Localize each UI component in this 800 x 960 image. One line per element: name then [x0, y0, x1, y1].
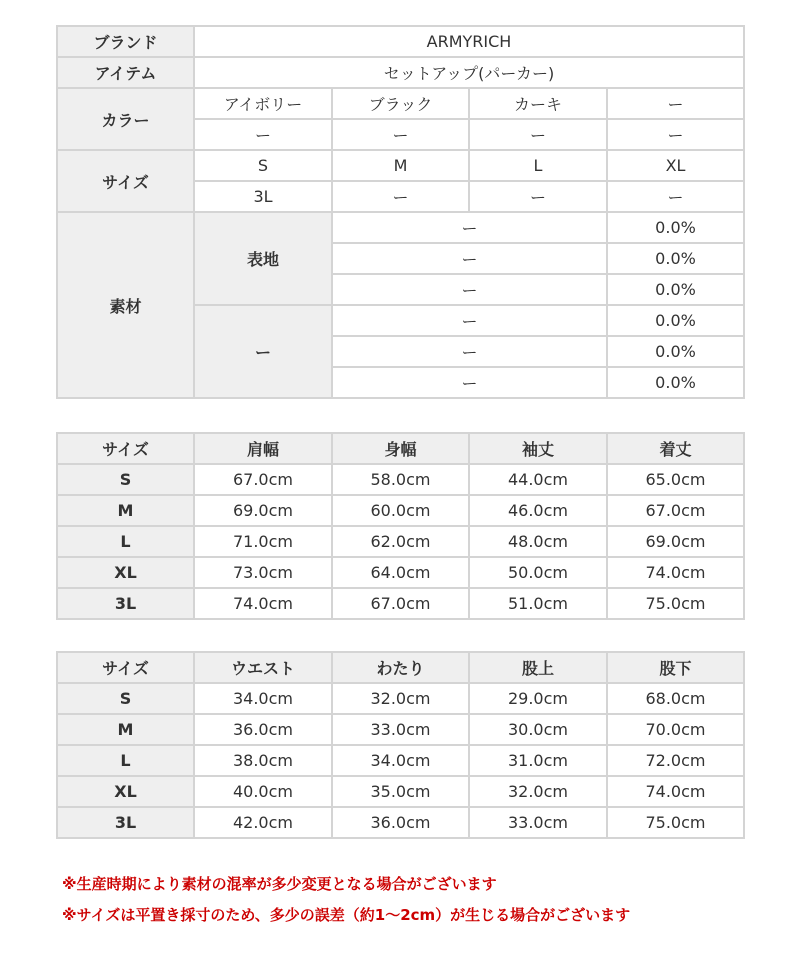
- size-value: ー: [332, 181, 469, 212]
- brand-value: ARMYRICH: [194, 26, 744, 57]
- size-value: XL: [607, 150, 744, 181]
- size-value: ー: [469, 181, 607, 212]
- column-header: サイズ: [57, 652, 194, 683]
- size-value: ー: [607, 181, 744, 212]
- measure-cell: 72.0cm: [607, 745, 744, 776]
- item-row: [57, 57, 744, 88]
- item-label: アイテム: [57, 57, 194, 88]
- color-value: ー: [469, 119, 607, 150]
- table-header-row: [57, 433, 744, 464]
- column-header: 身幅: [332, 433, 469, 464]
- column-header: わたり: [332, 652, 469, 683]
- measure-cell: 75.0cm: [607, 807, 744, 838]
- brand-label: ブランド: [57, 26, 194, 57]
- size-cell: S: [57, 464, 194, 495]
- size-cell: 3L: [57, 588, 194, 619]
- color-label: カラー: [57, 88, 194, 150]
- measure-cell: 33.0cm: [469, 807, 607, 838]
- material-percent: 0.0%: [607, 243, 744, 274]
- material-percent: 0.0%: [607, 367, 744, 398]
- measure-cell: 34.0cm: [332, 745, 469, 776]
- size-cell: L: [57, 526, 194, 557]
- size-cell: XL: [57, 557, 194, 588]
- table-row: [57, 495, 744, 526]
- table-row: [57, 683, 744, 714]
- material-group-label: 表地: [194, 212, 332, 305]
- color-row: [57, 88, 744, 119]
- measure-cell: 60.0cm: [332, 495, 469, 526]
- size-cell: M: [57, 495, 194, 526]
- measure-cell: 67.0cm: [607, 495, 744, 526]
- table-row: [57, 714, 744, 745]
- size-value: M: [332, 150, 469, 181]
- measure-cell: 38.0cm: [194, 745, 332, 776]
- color-value: ー: [607, 88, 744, 119]
- measure-cell: 36.0cm: [194, 714, 332, 745]
- brand-row: [57, 26, 744, 57]
- measure-cell: 74.0cm: [194, 588, 332, 619]
- color-value: カーキ: [469, 88, 607, 119]
- measure-cell: 32.0cm: [332, 683, 469, 714]
- measure-cell: 44.0cm: [469, 464, 607, 495]
- measure-cell: 34.0cm: [194, 683, 332, 714]
- measure-cell: 48.0cm: [469, 526, 607, 557]
- measure-cell: 40.0cm: [194, 776, 332, 807]
- size-value: S: [194, 150, 332, 181]
- material-label: 素材: [57, 212, 194, 398]
- measure-cell: 36.0cm: [332, 807, 469, 838]
- measure-cell: 67.0cm: [332, 588, 469, 619]
- table-row: [57, 557, 744, 588]
- measure-cell: 35.0cm: [332, 776, 469, 807]
- material-name: ー: [332, 305, 607, 336]
- size-cell: L: [57, 745, 194, 776]
- measure-cell: 29.0cm: [469, 683, 607, 714]
- material-percent: 0.0%: [607, 305, 744, 336]
- measure-cell: 46.0cm: [469, 495, 607, 526]
- size-value: 3L: [194, 181, 332, 212]
- table-row: [57, 776, 744, 807]
- measure-cell: 65.0cm: [607, 464, 744, 495]
- measure-cell: 70.0cm: [607, 714, 744, 745]
- color-value: ー: [332, 119, 469, 150]
- material-percent: 0.0%: [607, 212, 744, 243]
- column-header: ウエスト: [194, 652, 332, 683]
- column-header: 袖丈: [469, 433, 607, 464]
- measure-cell: 30.0cm: [469, 714, 607, 745]
- table-header-row: [57, 652, 744, 683]
- table-row: [57, 745, 744, 776]
- color-value: ー: [607, 119, 744, 150]
- column-header: 股下: [607, 652, 744, 683]
- size-cell: M: [57, 714, 194, 745]
- measure-cell: 42.0cm: [194, 807, 332, 838]
- material-percent: 0.0%: [607, 274, 744, 305]
- measure-cell: 73.0cm: [194, 557, 332, 588]
- size-cell: S: [57, 683, 194, 714]
- material-row: [57, 212, 744, 243]
- column-header: サイズ: [57, 433, 194, 464]
- material-name: ー: [332, 274, 607, 305]
- material-name: ー: [332, 367, 607, 398]
- material-name: ー: [332, 243, 607, 274]
- bottom-size-table: [56, 651, 745, 839]
- measure-cell: 74.0cm: [607, 557, 744, 588]
- measure-cell: 75.0cm: [607, 588, 744, 619]
- measure-cell: 68.0cm: [607, 683, 744, 714]
- color-value: ー: [194, 119, 332, 150]
- measure-cell: 51.0cm: [469, 588, 607, 619]
- size-label: サイズ: [57, 150, 194, 212]
- measure-cell: 50.0cm: [469, 557, 607, 588]
- size-cell: 3L: [57, 807, 194, 838]
- measure-cell: 62.0cm: [332, 526, 469, 557]
- measure-cell: 32.0cm: [469, 776, 607, 807]
- size-cell: XL: [57, 776, 194, 807]
- color-value: ブラック: [332, 88, 469, 119]
- column-header: 股上: [469, 652, 607, 683]
- measure-cell: 69.0cm: [194, 495, 332, 526]
- material-percent: 0.0%: [607, 336, 744, 367]
- measure-cell: 67.0cm: [194, 464, 332, 495]
- table-row: [57, 526, 744, 557]
- spec-table: [56, 25, 745, 399]
- top-size-table: [56, 432, 745, 620]
- table-row: [57, 588, 744, 619]
- item-value: セットアップ(パーカー): [194, 57, 744, 88]
- measure-cell: 71.0cm: [194, 526, 332, 557]
- measure-cell: 58.0cm: [332, 464, 469, 495]
- note-text: ※生産時期により素材の混率が多少変更となる場合がございます: [62, 875, 497, 893]
- note-text: ※サイズは平置き採寸のため、多少の誤差（約1～2cm）が生じる場合がございます: [62, 906, 631, 924]
- measure-cell: 31.0cm: [469, 745, 607, 776]
- column-header: 肩幅: [194, 433, 332, 464]
- material-name: ー: [332, 212, 607, 243]
- measure-cell: 74.0cm: [607, 776, 744, 807]
- material-group-label: ー: [194, 305, 332, 398]
- notes: [62, 872, 630, 934]
- size-value: L: [469, 150, 607, 181]
- material-name: ー: [332, 336, 607, 367]
- size-row: [57, 150, 744, 181]
- table-row: [57, 464, 744, 495]
- measure-cell: 69.0cm: [607, 526, 744, 557]
- measure-cell: 64.0cm: [332, 557, 469, 588]
- color-value: アイボリー: [194, 88, 332, 119]
- table-row: [57, 807, 744, 838]
- column-header: 着丈: [607, 433, 744, 464]
- measure-cell: 33.0cm: [332, 714, 469, 745]
